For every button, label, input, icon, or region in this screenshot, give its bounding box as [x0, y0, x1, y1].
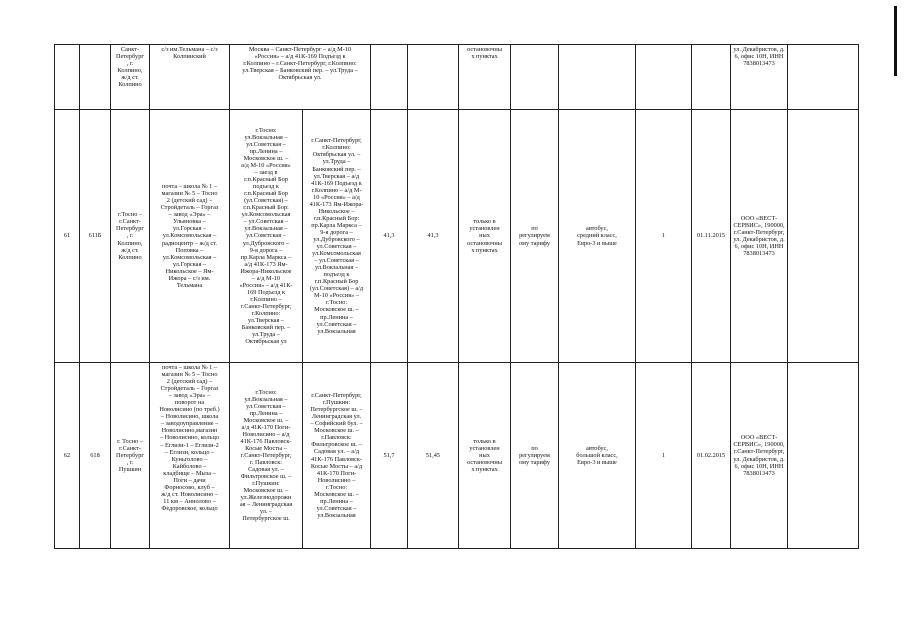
route-streets-forward: г.Тосно: ул.Вокзальная – ул.Советская – пр.Ленина – Московское ш. – а/д М-10 «Россия» – заезд в г.п.Красный Бор подъезд к г.п.Красный Бор (ул.Советская) – г.п.Красный Бор: ул.Комсомольская – ул.Советская – ул.Вокзальная – ул.Советская – ул.Дубровского – 9-я дорога – пр.Карла Маркса – а/д 41К-173 Ям- Ижора-Никольское – а/д М-10 «Россия» – а/д 41К- 169 Подъезд к г.Колпино – г.Санкт-Петербург, г.Колпино: ул.Тверская – Банковский пер. – ул.Труда – Октябрьская ул — [230, 110, 303, 363]
start-date: 01.11.2015 — [692, 110, 731, 363]
route-number: 618 — [80, 363, 111, 549]
vehicle-count: 1 — [636, 110, 692, 363]
route-endpoints: г. Тосно – г.Санкт- Петербург , г. Пушкин — [111, 363, 150, 549]
vehicle-count: 1 — [636, 363, 692, 549]
start-date: 01.02.2015 — [692, 363, 731, 549]
vehicle-count — [636, 45, 692, 110]
route-number: 611Б — [80, 110, 111, 363]
row-number — [55, 45, 80, 110]
start-date — [692, 45, 731, 110]
table-row — [55, 110, 859, 363]
route-streets-back: г.Санкт-Петербург, г.Колпино: Октябрьская ул. – ул.Труда – Банковский пер. – ул.Тверская – а/д 41К-169 Подъезд к г.Колпино – а/д М- 10 «Россия» – а/д 41К-173 Ям-Ижора- Никольское – г.п.Красный Бор: пр.Карла Маркса – 9-я дорога – ул.Дубровского – ул.Советская – ул.Комсомольская – ул.Советская – ул.Вокзальная – подъезд к г.п.Красный Бор (ул.Советская) – а/д М-10 «Россия» – г.Тосно: Московское ш. – пр.Ленина – ул.Советская – ул.Вокзальная — [303, 110, 371, 363]
route-endpoints: г.Тосно – г.Санкт- Петербург , г. Колпино, ж/д ст. Колпино — [111, 110, 150, 363]
route-streets-back: г.Санкт-Петербург, г.Пушкин: Петербургское ш. – Ленинградская ул. – Софийский бул. – Московское ш. – г.Павловск: Фильтровское ш. – Садовая ул. – а/д 41К-176 Павловск- Косые Мосты – а/д 41К-170 Поги- Новолисино – г.Тосно: Московское ш. – пр.Ленина – ул.Советская – ул.Вокзальная — [303, 363, 371, 549]
stop-order: только в установлен ных остановочны х пунктах — [459, 363, 511, 549]
empty-cell — [788, 363, 859, 549]
tariff-type: по регулируем ому тарифу — [511, 363, 559, 549]
carrier-info: ул. Декабристов, д. 6, офис 10Н, ИНН 7838013473 — [731, 45, 788, 110]
empty-cell — [788, 110, 859, 363]
row-number: 61 — [55, 110, 80, 363]
route-length-back — [408, 45, 459, 110]
route-stops: почта – школа № 1 – магазин № 5 – Тосно 2 (детский сад) – Стройдеталь – Горгаз – завод «Эра» – поворот на Новолисино (по треб.) – Новолисино, школа – заводоуправление – Новолисино,магазин – Новолисино, кольцо – Еглизи-1 – Еглизи-2 – Еглизи, кольцо – Куньголово – Кайболово – кладбище – Мыза – Поги – дачи Форносово, клуб – ж/д ст. Новолисино – 11 км – Аннолово – Федоровское, кольцо — [150, 363, 230, 549]
scan-edge-mark — [894, 6, 897, 76]
tariff-type: по регулируем ому тарифу — [511, 110, 559, 363]
row-number: 62 — [55, 363, 80, 549]
route-length-forward — [371, 45, 408, 110]
stop-order: только в установлен ных остановочны х пунктах — [459, 110, 511, 363]
stop-order: остановочны х пунктах — [459, 45, 511, 110]
route-number — [80, 45, 111, 110]
route-stops: почта – школа № 1 – магазин № 5 – Тосно 2 (детский сад) – Стройдеталь – Горгаз – завод «Эра» – Ульяновка – ул.Горская – ул.Комсомольская – радиоцентр – ж/д ст. Поповка – ул.Комсомольская – ул.Горская – Никольское – Ям- Ижора – с/з им. Тельмана — [150, 110, 230, 363]
vehicle-class: автобус, средний класс, Евро-3 и выше — [559, 110, 636, 363]
routes-register-table — [54, 44, 859, 549]
route-length-forward: 41,3 — [371, 110, 408, 363]
route-streets-forward: г.Тосно: ул.Вокзальная – ул.Советская – пр.Ленина – Московское ш. – а/д 41К-170 Поги- Новолисино – а/д 41К-176 Павловск- Косые Мосты – г.Санкт-Петербург, г. Павловск: Садовая ул. – Фильтровское ш. – г.Пушкин: Московское ш. – ул.Железнодорожн ая – Ленинградская ул. – Петербургское ш. — [230, 363, 303, 549]
route-length-back: 51,45 — [408, 363, 459, 549]
carrier-info: ООО «ВЕСТ- СЕРВИС», 190000, г.Санкт-Петербург, ул. Декабристов, д. 6, офис 10Н, ИНН 7838013473 — [731, 110, 788, 363]
route-endpoints: Санкт- Петербург , г. Колпино, ж/д ст. Колпино — [111, 45, 150, 110]
empty-cell — [788, 45, 859, 110]
route-length-back: 41,3 — [408, 110, 459, 363]
route-streets-combined: Москва – Санкт-Петербург – а/д М-10 «Россия» – а/д 41К-169 Подъезд к г.Колпино – г.Санкт-Петербург, г.Колпино: ул.Тверская – Банковский пер. – ул.Труда – Октябрьская ул. — [230, 45, 371, 110]
route-stops: с/з им.Тельмана – с/з Колпинский — [150, 45, 230, 110]
vehicle-class: автобус, большой класс, Евро-3 и выше — [559, 363, 636, 549]
carrier-info: ООО «ВЕСТ- СЕРВИС», 190000, г.Санкт-Петербург, ул. Декабристов, д. 6, офис 10Н, ИНН 7838013473 — [731, 363, 788, 549]
vehicle-class — [559, 45, 636, 110]
tariff-type — [511, 45, 559, 110]
table-row — [55, 363, 859, 549]
table-row — [55, 45, 859, 110]
route-length-forward: 51,7 — [371, 363, 408, 549]
